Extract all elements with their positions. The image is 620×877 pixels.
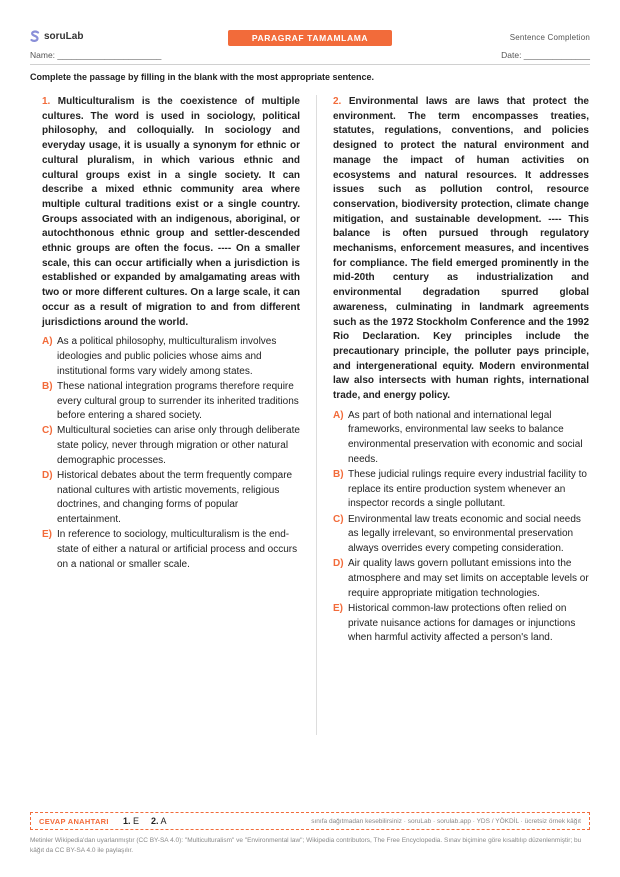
license-note: Metinler Wikipedia'dan uyarlanmıştır (CC BY-SA 4.0): "Multiculturalism" ve "Environmental law"; Wikipedia contributors, The Free Encyclopedia. Sınav biçimine göre kısaltılıp düzenlenmiştir; bu kâğıt da CC BY-SA 4.0 ile paylaşılır.	[30, 837, 582, 854]
question-1	[42, 95, 300, 573]
cut-note: sınıfa dağıtmadan kesebilirsiniz · soruLab · sorulab.app · YDS / YÖKDİL · ücretsiz örnek kâğıt	[311, 818, 581, 825]
answer-2	[151, 816, 167, 826]
sorulab-logo-icon	[30, 30, 40, 43]
question-1-passage	[42, 95, 300, 330]
option-text: Historical common-law protections often relied on private nuisance actions for damages or injunctions when harmful activity affected a person's land.	[348, 602, 576, 644]
option-text: As part of both national and international legal frameworks, environmental law seeks to balance environmental preservation with economic and social needs.	[348, 409, 583, 465]
option-text: Historical debates about the term frequently compare national cultures with artistic movements, religious doctrines, and changing forms of popular entertainment.	[57, 470, 293, 526]
option-2c[interactable]	[333, 513, 589, 557]
answer-1-letter: E	[133, 816, 140, 826]
question-2	[333, 95, 589, 647]
option-letter: C)	[333, 513, 344, 525]
option-letter: E)	[333, 602, 343, 614]
option-2a[interactable]	[333, 409, 589, 468]
question-1-text: Multiculturalism is the coexistence of multiple cultures. The word is used in sociology, political philosophy, and colloquially. In sociology and everyday usage, it is usually a synonym for ethnic or cultural pluralism, in which various ethnic and cultural groups exist in a single society. It can describe a mixed ethnic community area where multiple cultural traditions exist or a single country. Groups associated with an indigenous, aboriginal, or autochthonous ethnic group and settler-descended ethnic groups are often the focus. ---- On a smaller scale, this can occur artificially when a jurisdiction is established or expanded by amalgamating areas with two or more different cultures. On a large scale, it can occur as a result of migration to and from different jurisdictions around the world.	[42, 96, 300, 328]
option-2e[interactable]	[333, 602, 589, 646]
option-2b[interactable]	[333, 468, 589, 512]
section-badge: PARAGRAF TAMAMLAMA	[228, 30, 392, 46]
question-1-options	[42, 335, 300, 572]
option-2d[interactable]	[333, 557, 589, 601]
option-1d[interactable]	[42, 469, 300, 528]
option-letter: C)	[42, 425, 53, 437]
question-2-options	[333, 409, 589, 646]
option-1c[interactable]	[42, 424, 300, 468]
question-2-number: 2.	[333, 96, 342, 107]
option-text: These judicial rulings require every industrial facility to replace its entire production system whenever an inspector records a single pollutant.	[348, 469, 587, 510]
option-text: Air quality laws govern pollutant emissions into the atmosphere and may set limits on acceptable levels or require appropriate mitigation technologies.	[348, 558, 589, 599]
option-text: Multicultural societies can arise only through deliberate state policy, never through migration or other natural demographic processes.	[57, 425, 300, 466]
question-1-number: 1.	[42, 96, 51, 107]
student-info-row	[30, 50, 590, 62]
page-header	[30, 30, 590, 46]
option-letter: A)	[333, 409, 344, 421]
option-text: Environmental law treats economic and social needs as legally irrelevant, so environmental preservation always overrides every competing consideration.	[348, 513, 581, 555]
option-letter: A)	[42, 336, 53, 348]
question-2-passage	[333, 95, 589, 404]
option-1e[interactable]	[42, 528, 300, 572]
option-1a[interactable]	[42, 335, 300, 379]
answer-1-number: 1.	[123, 816, 131, 826]
header-rule	[30, 64, 590, 65]
name-field[interactable]: Name: ______________________	[30, 50, 162, 60]
instruction-text: Complete the passage by filling in the blank with the most appropriate sentence.	[30, 72, 375, 82]
option-letter: B)	[42, 380, 53, 392]
answer-1	[123, 816, 139, 826]
option-letter: D)	[42, 470, 53, 482]
answer-2-letter: A	[160, 816, 167, 826]
answer-2-number: 2.	[151, 816, 159, 826]
option-letter: E)	[42, 529, 52, 541]
option-text: These national integration programs therefore require every cultural group to surrender its inherited traditions before entering a shared society.	[57, 380, 299, 422]
brand-logo	[30, 30, 83, 43]
date-field[interactable]: Date: ______________	[501, 50, 590, 60]
option-1b[interactable]	[42, 380, 300, 424]
option-letter: B)	[333, 469, 344, 481]
answer-key-label: CEVAP ANAHTARI	[39, 817, 109, 826]
brand-name: soruLab	[44, 31, 84, 42]
option-letter: D)	[333, 558, 344, 570]
question-2-text: Environmental laws are laws that protect the environment. The term encompasses treaties, statutes, regulations, conventions, and policies designed to protect the natural environment and manage the impact of human activities on ecosystems and natural resources. It addresses issues such as pollution control, resource conservation, biodiversity protection, climate change mitigation, and sustainable development. ---- This balance is often pursued through regulatory mechanisms, enforcement measures, and incentives for compliance. The field emerged prominently in the mid-20th century as industrialization and environmental degradation spurred global awareness, culminating in landmark agreements such as the 1972 Stockholm Conference and the 1992 Rio Declaration. Key principles include the precautionary principle, the polluter pays principle, and intergenerational equity. Modern environmental law also intersects with human rights, international trade, and energy policy.	[333, 96, 589, 402]
option-text: As a political philosophy, multiculturalism involves ideologies and public policies whose aims and institutional forms vary widely among states.	[57, 336, 277, 377]
answer-key-strip	[30, 812, 590, 830]
question-type-label: Sentence Completion	[509, 33, 590, 42]
option-text: In reference to sociology, multiculturalism is the end-state of either a natural or artificial process and occurs on a national or smaller scale.	[57, 529, 298, 570]
column-divider	[316, 95, 317, 735]
